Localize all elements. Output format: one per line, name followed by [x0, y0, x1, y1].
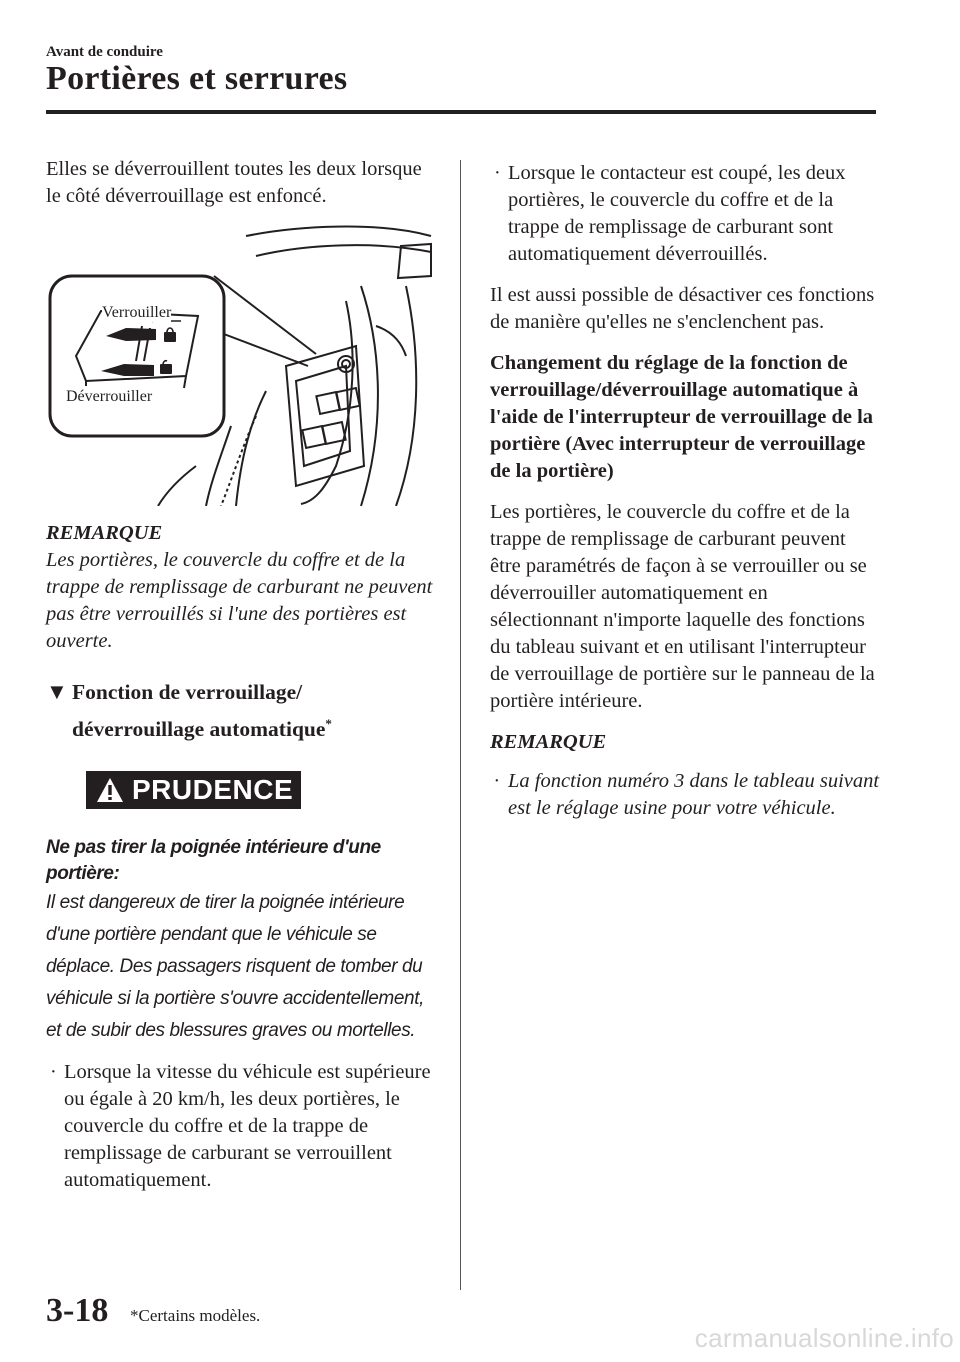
function-heading-line2: déverrouillage automatique: [72, 717, 326, 742]
function-heading-text: [72, 677, 332, 745]
column-divider: [460, 160, 461, 1290]
paragraph: Il est aussi possible de désactiver ces fonctions de manière qu'elles ne s'enclenchent pas.: [490, 284, 875, 333]
bullet-icon: ·: [494, 770, 499, 792]
left-column: [46, 156, 438, 1194]
footnote-mark: *: [325, 716, 332, 731]
unlock-label: Déverrouiller: [66, 388, 153, 405]
bullet-text: Lorsque la vitesse du véhicule est supérieure ou égale à 20 km/h, les deux portières, le couvercle du coffre et de la trappe de remplissage de carburant se verrouillent automatiquement.: [64, 1061, 431, 1192]
function-heading: [46, 677, 438, 745]
caution-label: PRUDENCE: [132, 774, 294, 806]
list-item: [490, 160, 880, 268]
list-item: [490, 768, 880, 822]
function-heading-line1: Fonction de verrouillage/: [72, 680, 303, 704]
triangle-down-icon: ▼: [46, 679, 68, 704]
watermark: carmanualsonline.info: [694, 1323, 954, 1353]
footnote: *Certains modèles.: [130, 1306, 261, 1325]
subheading: Changement du réglage de la fonction de verrouillage/déverrouillage automatique à l'aide de l'interrupteur de verrouillage de la portière (Avec interrupteur de verrouillage de la portière): [490, 352, 874, 482]
list-item: [46, 1059, 438, 1194]
remark-title: REMARQUE: [490, 731, 607, 753]
right-column: [490, 160, 880, 822]
paragraph: Les portières, le couvercle du coffre et de la trappe de remplissage de carburant peuvent être paramétrés de façon à se verrouiller ou se déverrouiller automatiquement en sélectionnant n'importe laquelle des fonctions du tableau suivant et en utilisant l'interrupteur de verrouillage de portière sur le panneau de la portière intérieure.: [490, 501, 875, 712]
page-number: 3-18: [46, 1292, 109, 1329]
section-label: Avant de conduire: [46, 44, 163, 60]
door-switch-figure: [46, 216, 438, 506]
bullet-icon: ·: [494, 162, 501, 184]
remark-title: REMARQUE: [46, 522, 163, 544]
bullet-text: Lorsque le contacteur est coupé, les deux portières, le couvercle du coffre et de la trappe de remplissage de carburant sont automatiquement déverrouillés.: [508, 162, 846, 265]
chapter-title: Portières et serrures: [46, 60, 348, 97]
warning-triangle-icon: [96, 777, 124, 803]
warning-text: Il est dangereux de tirer la poignée intérieure d'une portière pendant que le véhicule se déplace. Des passagers risquent de tomber du véhicule si la portière s'ouvre accidentellement, et de subir des blessures graves ou mortelles.: [46, 892, 424, 1042]
warning-title: Ne pas tirer la poignée intérieure d'une portière:: [46, 837, 381, 885]
remark-bullet-text: La fonction numéro 3 dans le tableau suivant est le réglage usine pour votre véhicule.: [508, 770, 880, 819]
lock-label: Verrouiller: [102, 304, 172, 321]
bullet-icon: ·: [50, 1061, 57, 1084]
door-panel-illustration: [46, 216, 438, 506]
intro-paragraph: Elles se déverrouillent toutes les deux lorsque le côté déverrouillage est enfoncé.: [46, 158, 422, 207]
caution-badge: [86, 771, 301, 809]
title-rule: [46, 110, 876, 114]
remark-text: Les portières, le couvercle du coffre et de la trappe de remplissage de carburant ne peuvent pas être verrouillés si l'une des portières est ouverte.: [46, 549, 433, 652]
